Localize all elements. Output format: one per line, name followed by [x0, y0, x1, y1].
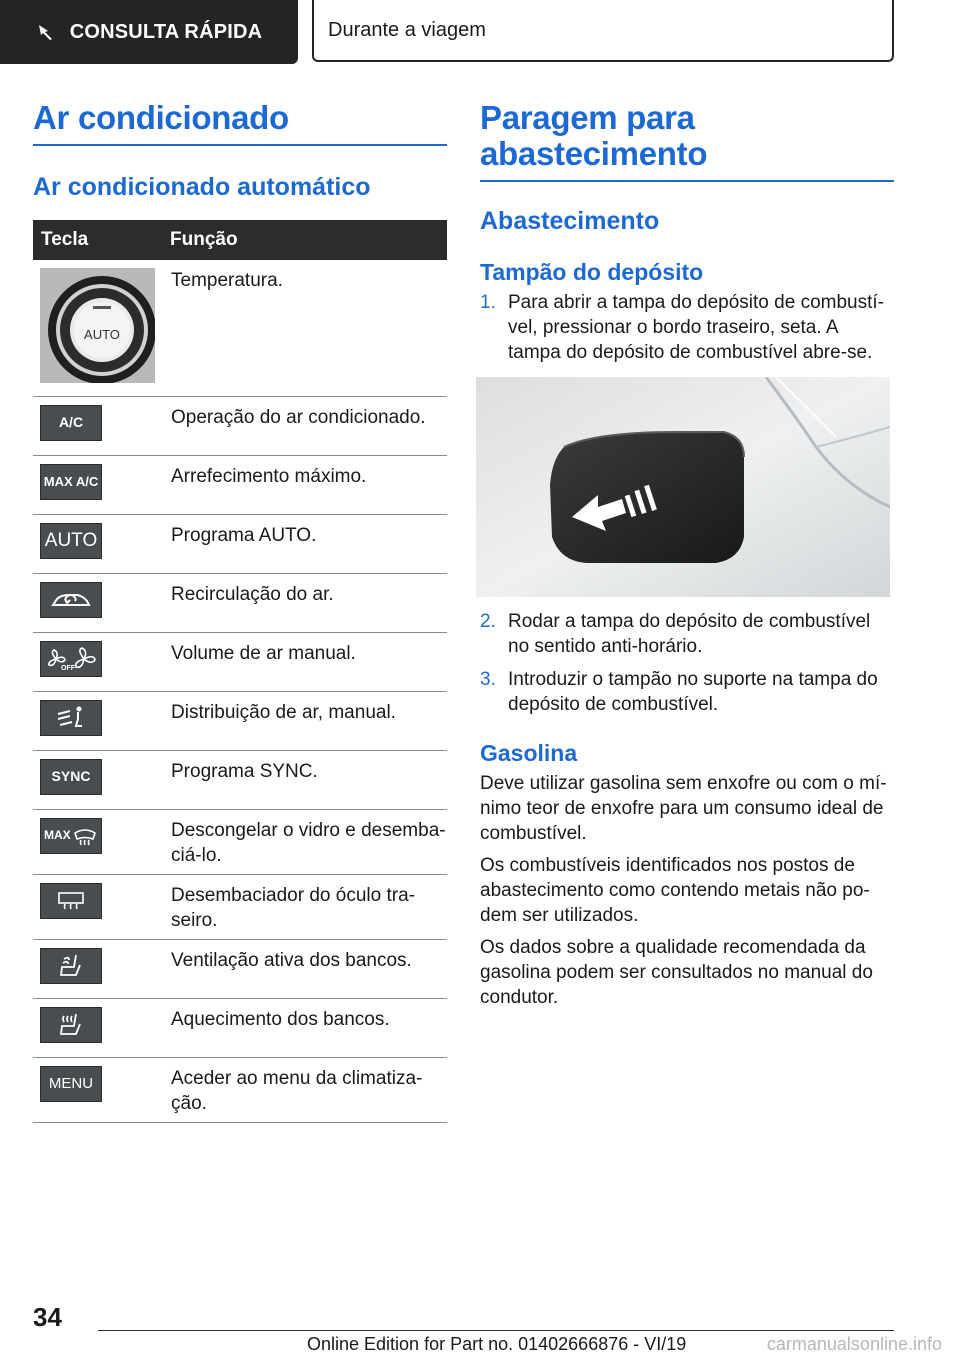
function-text: Aquecimento dos bancos.	[162, 998, 447, 1057]
table-row	[33, 874, 447, 939]
table-row	[33, 939, 447, 998]
footer-divider	[98, 1330, 894, 1331]
paragraph: Deve utilizar gasolina sem enxofre ou com o mínimo teor de enxofre para um consumo ideal de combustível.	[480, 773, 887, 844]
page-number: 34	[33, 1302, 62, 1332]
step-text: Rodar a tampa do depósito de combustível no sentido anti-horário.	[508, 611, 871, 657]
seat-ventilation-button-icon	[40, 948, 102, 984]
right-column	[480, 100, 894, 1010]
table-row	[33, 396, 447, 455]
max-defrost-button-icon: MAX	[40, 818, 102, 854]
fan-volume-button-icon	[40, 641, 102, 677]
max-ac-button-icon: MAX A/C	[40, 464, 102, 500]
section-title-line1: Paragem para	[480, 99, 695, 136]
section-title-line2: abastecimento	[480, 135, 708, 172]
sync-button-icon: SYNC	[40, 759, 102, 795]
climate-keys-table	[33, 220, 447, 1123]
tab-quick-reference[interactable]	[0, 0, 298, 64]
left-column	[33, 100, 447, 1123]
paragraph: Os dados sobre a qualidade recomendada da gasolina podem ser consultados no manual do condutor.	[480, 937, 873, 1008]
table-header-row	[33, 220, 447, 260]
table-row	[33, 1057, 447, 1122]
table-row	[33, 809, 447, 874]
list-item	[480, 609, 894, 659]
ac-button-icon: A/C	[40, 405, 102, 441]
tab-section-label: Durante a viagem	[328, 18, 486, 41]
function-text: Operação do ar condicionado.	[162, 396, 447, 455]
section-heading: Abastecimento	[480, 207, 660, 235]
svg-text:OFF: OFF	[61, 664, 75, 672]
function-text: Programa AUTO.	[162, 514, 447, 573]
function-text: Aceder ao menu da climatização.	[162, 1057, 447, 1122]
function-text: Desembaciador do óculo traseiro.	[162, 874, 447, 939]
recirculation-button-icon	[40, 582, 102, 618]
table-row	[33, 573, 447, 632]
table-row	[33, 455, 447, 514]
table-row	[33, 260, 447, 396]
function-text: Temperatura.	[162, 260, 447, 396]
header-function: Função	[162, 220, 447, 260]
title-divider	[480, 180, 894, 182]
list-item	[480, 667, 894, 717]
air-distribution-button-icon	[40, 700, 102, 736]
function-text: Recirculação do ar.	[162, 573, 447, 632]
auto-button-icon: AUTO	[40, 523, 102, 559]
step-number: 3.	[480, 669, 496, 690]
fuel-flap-photo	[476, 377, 890, 597]
subsection-heading: Gasolina	[480, 740, 578, 766]
edition-text: Online Edition for Part no. 01402666876 - VI/19	[307, 1334, 687, 1354]
function-text: Descongelar o vidro e desembaciá-lo.	[162, 809, 447, 874]
seat-heating-button-icon	[40, 1007, 102, 1043]
function-text: Volume de ar manual.	[162, 632, 447, 691]
step-number: 2.	[480, 611, 496, 632]
table-row	[33, 691, 447, 750]
watermark-text: carmanualsonline.info	[766, 1334, 942, 1354]
function-text: Arrefecimento máximo.	[162, 455, 447, 514]
paragraph: Os combustíveis identificados nos postos de abastecimento como contendo metais não podem ser utilizados.	[480, 855, 870, 926]
function-text: Distribuição de ar, manual.	[162, 691, 447, 750]
list-item	[480, 290, 894, 365]
function-text: Ventilação ativa dos bancos.	[162, 939, 447, 998]
steps-list-b	[480, 609, 894, 717]
function-text: Programa SYNC.	[162, 750, 447, 809]
subsection-heading: Tampão do depósito	[480, 259, 704, 285]
temperature-knob-auto-icon	[40, 268, 155, 383]
section-subtitle: Ar condicionado automático	[33, 173, 371, 201]
step-number: 1.	[480, 292, 496, 313]
title-divider	[33, 144, 447, 146]
table-row	[33, 632, 447, 691]
rear-defroster-button-icon	[40, 883, 102, 919]
steps-list-a	[480, 290, 894, 365]
tab-section[interactable]	[312, 0, 894, 62]
page-header	[0, 0, 960, 66]
step-text: Para abrir a tampa do depósito de combustível, pressionar o bordo traseiro, seta. A tampa do depósito de combustível abre-se.	[508, 292, 884, 363]
tab-quick-reference-label: CONSULTA RÁPIDA	[69, 20, 263, 43]
table-row	[33, 998, 447, 1057]
quick-reference-arrow-icon	[36, 22, 56, 42]
svg-text:AUTO: AUTO	[84, 327, 120, 342]
table-row	[33, 750, 447, 809]
step-text: Introduzir o tampão no suporte na tampa do depósito de combustível.	[508, 669, 878, 715]
header-key: Tecla	[33, 220, 162, 260]
menu-button-icon: MENU	[40, 1066, 102, 1102]
table-row	[33, 514, 447, 573]
section-title: Ar condicionado	[33, 99, 289, 136]
